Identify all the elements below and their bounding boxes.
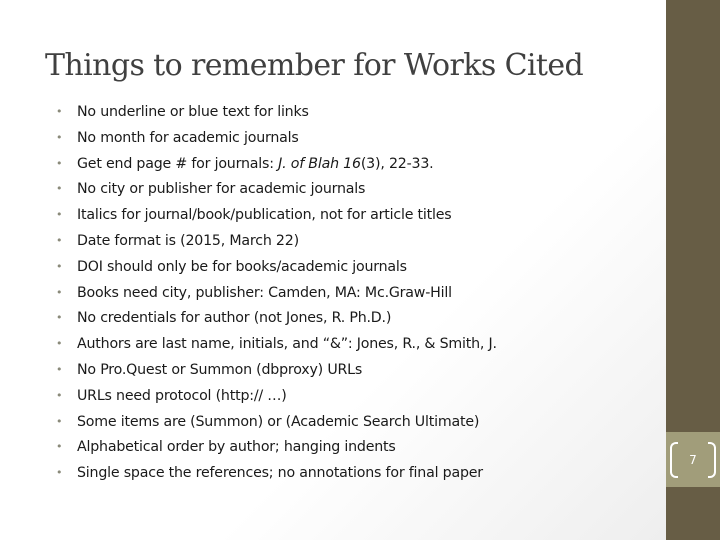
bullet-icon: •: [56, 311, 63, 325]
bullet-item: [56, 334, 497, 360]
bullet-text: No underline or blue text for links: [77, 104, 309, 120]
bullet-icon: •: [56, 388, 63, 402]
bullet-icon: •: [56, 337, 63, 351]
bullet-item: [56, 437, 497, 463]
bullet-text: Italics for journal/book/publication, not for article titles: [77, 207, 452, 224]
bullet-icon: •: [56, 233, 63, 247]
bullet-item: [56, 102, 497, 128]
bullet-text: Books need city, publisher: Camden, MA: Mc.Graw-Hill: [77, 284, 452, 301]
bullet-icon: •: [56, 208, 63, 222]
bullet-icon: •: [56, 259, 63, 273]
bullet-item: [56, 308, 497, 334]
right-bracket-icon: [708, 442, 716, 478]
bullet-text: No month for academic journals: [77, 129, 299, 146]
bullet-icon: •: [56, 130, 63, 144]
bullet-text: URLs need protocol (http:// …): [77, 387, 287, 404]
bullet-icon: •: [56, 182, 63, 196]
bullet-item: [56, 231, 497, 257]
bullet-icon: •: [56, 105, 63, 118]
bullet-text: Alphabetical order by author; hanging indents: [77, 439, 396, 456]
bullet-item: [56, 205, 497, 231]
bullet-text: Date format is (2015, March 22): [77, 232, 299, 249]
bullet-text: Some items are (Summon) or (Academic Search Ultimate): [77, 413, 480, 430]
slide-title: Things to remember for Works Cited: [45, 48, 584, 83]
left-bracket-icon: [670, 442, 678, 478]
text-segment: Get end page # for journals:: [77, 155, 279, 172]
bullet-icon: •: [56, 466, 63, 480]
text-segment: J. of Blah 16: [278, 155, 361, 172]
bullet-icon: •: [56, 156, 63, 170]
text-segment: (3), 22-33.: [360, 155, 434, 172]
bullet-item: [56, 257, 497, 283]
bullet-text: No city or publisher for academic journals: [77, 181, 366, 198]
bullet-text: [77, 154, 433, 180]
bullet-text: DOI should only be for books/academic journals: [77, 258, 407, 275]
bullet-item: [56, 128, 497, 154]
bullet-item: [56, 463, 497, 489]
bullet-item: [56, 386, 497, 412]
bullet-text: No Pro.Quest or Summon (dbproxy) URLs: [77, 361, 363, 378]
bullet-item: [56, 360, 497, 386]
bullet-text: Authors are last name, initials, and “&”: Jones, R., & Smith, J.: [77, 336, 497, 353]
bullet-icon: •: [56, 285, 63, 299]
bullet-text: No credentials for author (not Jones, R. Ph.D.): [77, 310, 392, 327]
bullet-item: [56, 179, 497, 205]
bullet-item: [56, 412, 497, 438]
bullet-icon: •: [56, 362, 63, 376]
bullet-item: [56, 283, 497, 309]
bullet-item: [56, 154, 497, 180]
bullet-text: Single space the references; no annotations for final paper: [77, 465, 483, 482]
page-number-badge: [670, 442, 716, 478]
page-number: 7: [689, 453, 697, 467]
bullet-list: [56, 102, 497, 489]
bullet-icon: •: [56, 440, 63, 454]
bullet-icon: •: [56, 414, 63, 428]
